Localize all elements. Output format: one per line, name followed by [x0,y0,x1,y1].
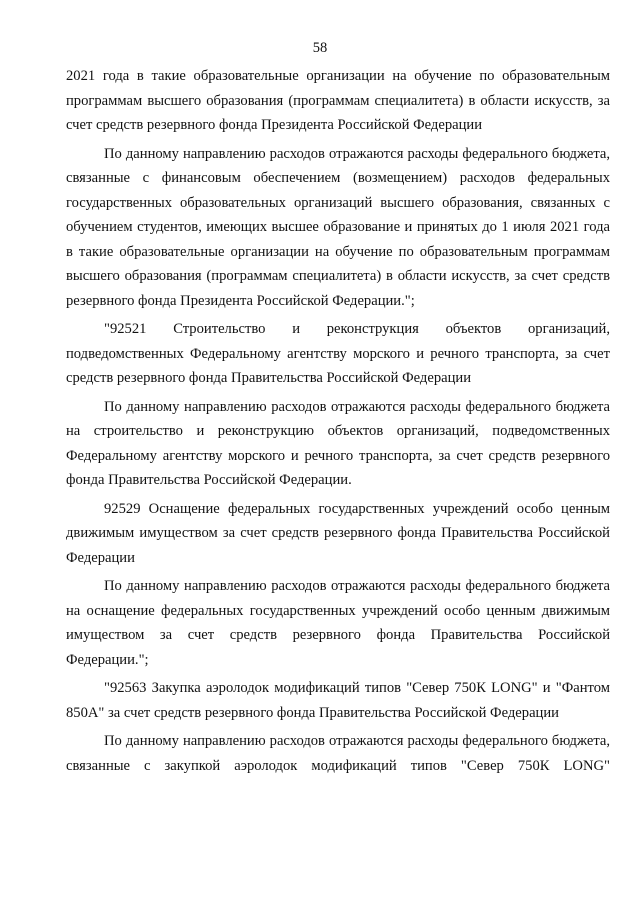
paragraph-92521-heading: "92521 Строительство и реконструкция объектов организаций, подведомственных Федеральному агентству морского и речного транспорта, за счет средств резервного фонда Правительства Российской Федерации [66,321,610,386]
document-body [66,64,610,778]
paragraph-92529-heading: 92529 Оснащение федеральных государственных учреждений особо ценным движимым имуществом за счет средств резервного фонда Правительства Российской Федерации [66,500,610,566]
paragraph-92563-description: По данному направлению расходов отражаются расходы федерального бюджета, связанные с закупкой аэролодок модификаций типов "Север 750К LONG" [66,733,610,774]
paragraph-92xxx-description: По данному направлению расходов отражаются расходы федерального бюджета, связанные с финансовым обеспечением (возмещением) расходов федеральных государственных образовательных организаций высшего образования, связанных с обучением студентов, имеющих высшее образование и принятых до 1 июля 2021 года в такие образовательные организации на обучение по образовательным программам высшего образования (программам специалитета) в области искусств, за счет средств резервного фонда Президента Российской Федерации."; [66,145,610,309]
paragraph-92521-description: По данному направлению расходов отражаются расходы федерального бюджета на строительство и реконструкцию объектов организаций, подведомственных Федеральному агентству морского и речного транспорта, за счет средств резервного фонда Правительства Российской Федерации. [66,398,610,488]
page-number: 58 [312,40,328,56]
paragraph-92563-heading: "92563 Закупка аэролодок модификаций типов "Север 750К LONG" и "Фантом 850А" за счет средств резервного фонда Правительства Российской Федерации [66,680,610,721]
paragraph-92529-description: По данному направлению расходов отражаются расходы федерального бюджета на оснащение федеральных государственных учреждений особо ценным движимым имуществом за счет средств резервного фонда Правительства Российской Федерации."; [66,578,610,668]
paragraph-continuation: 2021 года в такие образовательные организации на обучение по образовательным программам высшего образования (программам специалитета) в области искусств, за счет средств резервного фонда Президента Российской Федерации [66,68,610,133]
